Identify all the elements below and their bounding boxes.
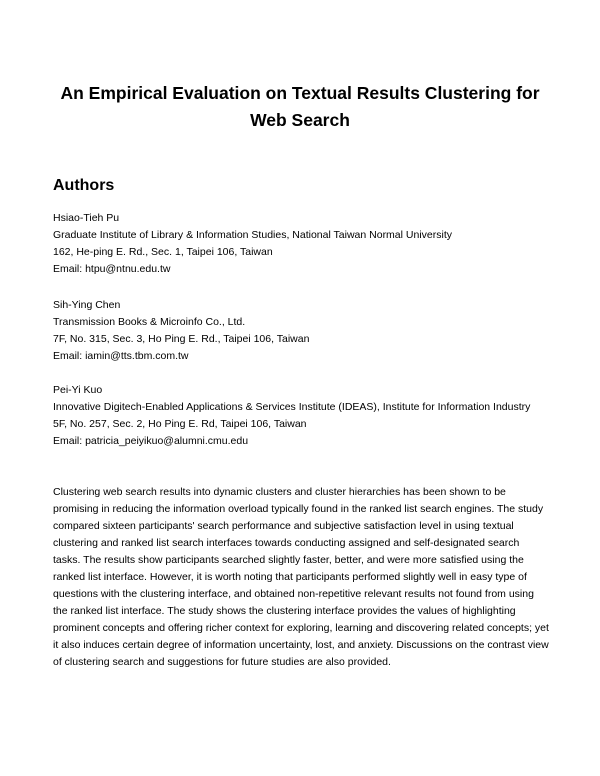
author-name: Hsiao-Tieh Pu	[53, 212, 120, 224]
author-name: Sih-Ying Chen	[53, 299, 121, 311]
author-affiliation: Graduate Institute of Library & Information Studies, National Taiwan Normal University	[53, 229, 452, 241]
paper-title: An Empirical Evaluation on Textual Results Clustering for Web Search	[60, 83, 540, 130]
author-address: 5F, No. 257, Sec. 2, Ho Ping E. Rd, Taipei 106, Taiwan	[53, 418, 307, 430]
author-affiliation: Transmission Books & Microinfo Co., Ltd.	[53, 316, 246, 328]
author-block-1	[53, 210, 553, 278]
author-name: Pei-Yi Kuo	[53, 384, 103, 396]
authors-heading: Authors	[53, 177, 115, 194]
author-email: Email: htpu@ntnu.edu.tw	[53, 263, 171, 275]
author-address: 7F, No. 315, Sec. 3, Ho Ping E. Rd., Taipei 106, Taiwan	[53, 333, 310, 345]
abstract-text: Clustering web search results into dynamic clusters and cluster hierarchies has been shown to be promising in reducing the information overload typically found in the ranked list search engines. The study compared sixteen participants' search performance and subjective satisfaction level in using textual clustering and ranked list search interfaces towards conducting assigned and self-designated search tasks. The results show participants searched slightly faster, better, and were more satisfied using the ranked list interface. However, it is worth noting that participants performed slightly well in easy type of questions with the clustering interface, and obtained non-repetitive relevant results not found from using the ranked list interface. The study shows the clustering interface provides the values of highlighting prominent concepts and offering richer context for exploring, learning and discovering related concepts; yet it also induces certain degree of information uncertainty, lost, and anxiety. Discussions on the contrast view of clustering search and suggestions for future studies are also provided.	[53, 486, 549, 668]
author-block-3	[53, 382, 553, 450]
author-email: Email: iamin@tts.tbm.com.tw	[53, 350, 189, 362]
author-affiliation: Innovative Digitech-Enabled Applications & Services Institute (IDEAS), Institute for Information Industry	[53, 401, 531, 413]
author-address: 162, He-ping E. Rd., Sec. 1, Taipei 106, Taiwan	[53, 246, 273, 258]
author-email: Email: patricia_peiyikuo@alumni.cmu.edu	[53, 435, 249, 447]
author-block-2	[53, 297, 553, 365]
